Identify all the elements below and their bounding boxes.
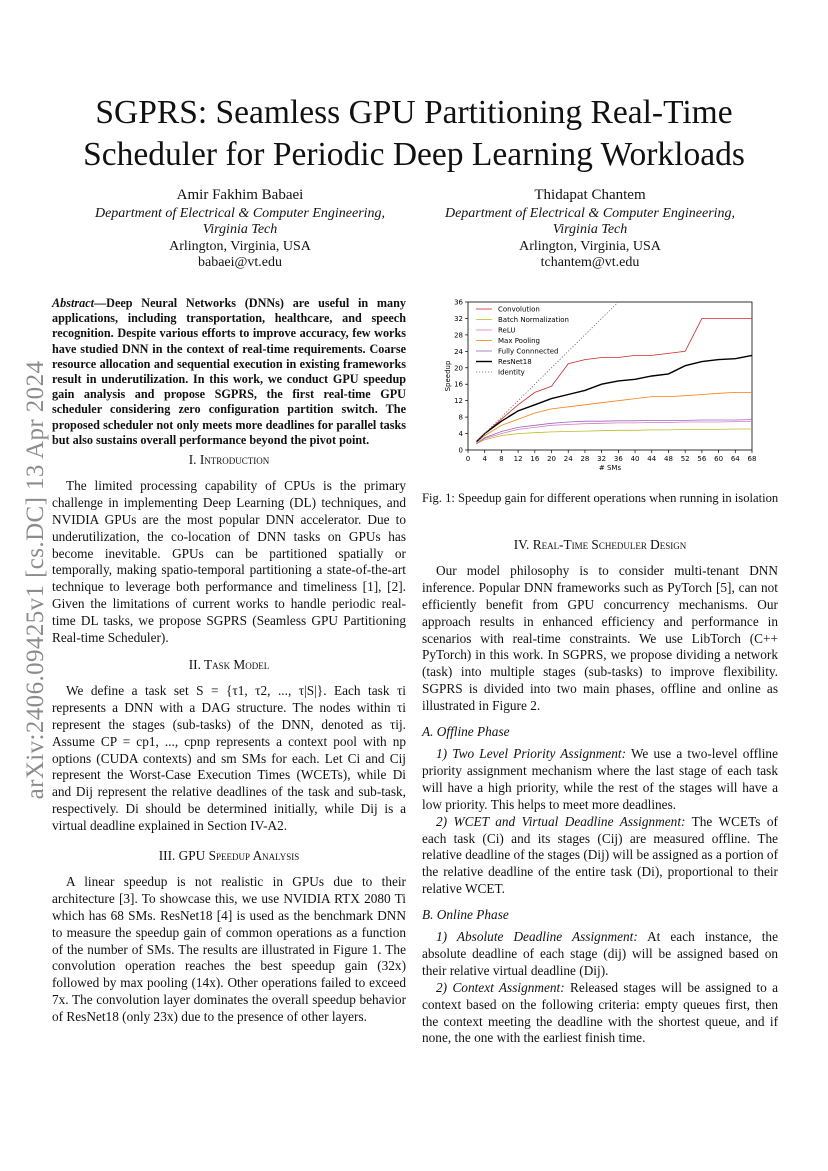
x-tick-label: 60 [714,455,724,463]
y-tick-label: 28 [454,331,463,340]
legend-label: Batch Normalization [498,316,569,324]
abstract-text: —Deep Neural Networks (DNNs) are useful in many applications, including transportation, healthcare, and speech recognition. Despite various efforts to improve accuracy, few works have studied DNN in the context of real-time requirements. Coarse resource allocation and sequential execution in existing frameworks result in underutilization. In this work, we conduct GPU speedup gain analysis and propose SGPRS, the first real-time GPU scheduler considering zero configuration partition switch. The proposed scheduler not only meets more deadlines for parallel tasks but also sustains overall performance beyond the pivot point. [52,296,406,447]
x-tick-label: 48 [664,455,673,463]
author-block-2 [420,187,760,272]
x-tick-label: 40 [630,455,640,463]
x-tick-label: 32 [597,455,607,463]
author-block-1 [70,187,410,272]
task-model-paragraph: We define a task set S = {τ1, τ2, ..., τ|S|}. Each task τi represents a DNN with a DAG structure. The nodes within τi represent the stages (sub-tasks) of the DNN, denoted as τij. Assume CP = cp1, ..., cpnp represents a context pool with np options (CUDA contexts) and sm SMs for each. Let Ci and Cij represent the Worst-Case Execution Times (WCETs), while Di and Dij represent the relative deadlines of the task and sub-task, respectively. Di should be determined initially, while Dij is a virtual deadline explained in Section IV-A2. [52,682,406,834]
author-institution: Virginia Tech [202,222,278,237]
x-tick-label: 36 [613,455,623,463]
x-tick-label: 68 [747,455,757,463]
y-tick-label: 32 [454,314,463,323]
x-tick-label: 24 [563,455,573,463]
x-tick-label: 56 [697,455,707,463]
section-heading: IV. Real-Time Scheduler Design [513,537,687,552]
y-tick-label: 0 [458,446,463,455]
subsection-heading: B. Online Phase [422,907,509,923]
x-tick-label: 12 [513,455,523,463]
author-email: babaei@vt.edu [197,255,283,270]
y-tick-label: 12 [454,397,463,406]
series-line-batch-normalization [476,429,752,444]
author-department: Department of Electrical & Computer Engineering, [94,205,386,221]
subsection-heading: A. Offline Phase [422,724,510,740]
x-tick-label: 4 [482,455,487,463]
x-axis-label: # SMs [598,464,622,472]
x-tick-label: 20 [547,455,556,463]
y-tick-label: 20 [454,364,463,373]
online-paragraph-2: 2) Context Assignment: Released stages will be assigned to a context based on the following criteria: empty queues first, then the context meeting the deadline with the shortest queue, and if none, the one with the earliest finish time. [422,979,778,1046]
y-tick-label: 36 [454,298,463,307]
legend-label: ResNet18 [498,358,532,366]
author-name: Amir Fakhim Babaei [176,187,304,203]
x-tick-label: 64 [730,455,740,463]
series-line-relu [476,422,752,444]
gpu-speedup-section [52,848,406,1026]
online-paragraph-1: 1) Absolute Deadline Assignment: At each instance, the absolute deadline of each stage (dij) will be assigned based on their relative virtual deadline (Dij). [422,929,778,978]
gpu-speedup-paragraph: A linear speedup is not realistic in GPUs due to their architecture [3]. To showcase this, we use NVIDIA RTX 2080 Ti which has 68 SMs. ResNet18 [4] is used as the benchmark DNN to measure the speedup gain of common operations as a function of the number of SMs. The results are illustrated in Figure 1. The convolution operation reaches the best speedup gain (32x) followed by max pooling (14x). Other operations failed to exceed 7x. The convolution layer dominates the overall speedup behavior of ResNet18 (only 23x) due to the presence of other layers. [52,873,406,1025]
author-location: Arlington, Virginia, USA [519,238,661,254]
speedup-chart [422,296,778,472]
section-heading: I. Introduction [188,452,270,467]
legend-label: ReLU [498,326,516,335]
y-tick-label: 16 [454,380,463,389]
y-tick-label: 8 [458,413,463,422]
intro-section [52,452,406,647]
author-location: Arlington, Virginia, USA [169,238,311,254]
paper-title: SGPRS: Seamless GPU Partitioning Real-Time Scheduler for Periodic Deep Learning Workloads [83,94,745,173]
y-tick-label: 4 [458,430,463,439]
author-name: Thidapat Chantem [534,187,646,203]
section-heading: III. GPU Speedup Analysis [158,848,300,863]
legend-label: Identity [498,368,525,377]
series-line-max-pooling [476,392,752,442]
author-email: tchantem@vt.edu [540,255,640,270]
offline-paragraph-1: 1) Two Level Priority Assignment: We use a two-level offline priority assignment mechanism where the last stage of each task will have a high priority, while the rest of the stages will have a low priority. This helps to meet more deadlines. [422,745,778,812]
author-department: Department of Electrical & Computer Engineering, [444,205,736,221]
section-heading: II. Task Model [188,657,270,672]
author-institution: Virginia Tech [552,222,628,237]
intro-paragraph: The limited processing capability of CPUs is the primary challenge in implementing Deep Learning (DL) techniques, and NVIDIA GPUs are the most popular DNN accelerator. Due to underutilization, the co-location of DNN tasks on GPUs has become inevitable. GPUs can be partitioned spatially or temporally, making spatio-temporal partitioning a state-of-the-art technique to leverage both performance and timeliness [1], [2]. Given the limitations of current works to handle periodic real-time DL tasks, we propose SGPRS (Seamless GPU Partitioning Real-time Scheduler). [52,477,406,646]
x-tick-label: 28 [580,455,590,463]
x-tick-label: 0 [465,455,471,463]
y-tick-label: 24 [454,347,463,356]
legend-label: Convolution [498,305,540,314]
x-tick-label: 8 [499,455,504,463]
task-model-section [52,657,406,835]
figure-caption: Fig. 1: Speedup gain for different operations when running in isolation [422,491,779,505]
abstract-label: Abstract [52,296,94,310]
scheduler-paragraph: Our model philosophy is to consider multi-tenant DNN inference. Popular DNN frameworks such as PyTorch [5], can not efficiently benefit from GPU concurrency mechanisms. Our approach results in enhanced efficiency and performance in scenarios with real-time constraints. We use LibTorch (C++ PyTorch) in this work. In SGPRS, we propose dividing a network (task) into multiple stages (sub-tasks) to improve flexibility. SGPRS is divided into two main phases, offline and online as illustrated in Figure 2. [422,562,778,714]
x-tick-label: 52 [680,455,690,463]
abstract [52,296,406,448]
legend-label: Fully Connnected [498,347,559,356]
x-tick-label: 44 [647,455,657,463]
y-axis-label: Speedup [444,360,452,392]
scheduler-section [422,537,778,1047]
offline-paragraph-2: 2) WCET and Virtual Deadline Assignment: The WCETs of each task (Ci) and its stages (Cij) are measured offline. The relative deadline of the stages (Dij) will be assigned as a portion of the relative deadline of the entire task (Di), proportional to their relative WCET. [422,813,778,897]
x-tick-label: 16 [530,455,540,463]
legend-label: Max Pooling [498,337,541,345]
